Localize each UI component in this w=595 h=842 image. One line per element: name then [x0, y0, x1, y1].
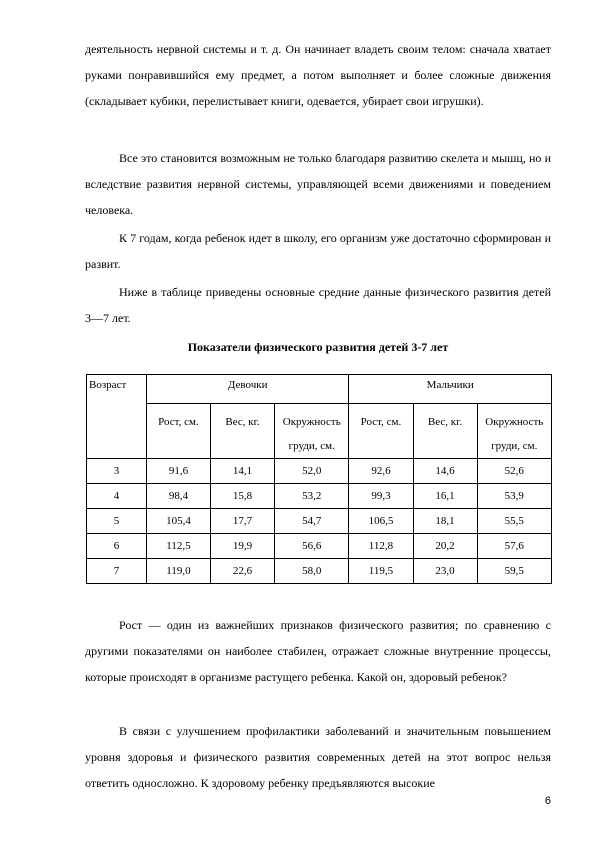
- subheader-boys-weight: Вес, кг.: [413, 404, 477, 459]
- table-cell: 58,0: [275, 559, 349, 584]
- paragraph-1: деятельность нервной системы и т. д. Он начинает владеть своим телом: сначала хватает руками понравившийся ему предмет, а потом выполняет и более сложные движения (складывает кубики, перелистывает книги, одевается, убирает свои игрушки).: [85, 42, 551, 108]
- table-cell: 20,2: [413, 534, 477, 559]
- header-age: Возраст: [87, 375, 147, 459]
- subheader-girls-height: Рост, см.: [146, 404, 210, 459]
- table-cell: 112,8: [349, 534, 413, 559]
- table-row: [87, 484, 552, 509]
- paragraph-6: В связи с улучшением профилактики заболеваний и значительным повышением уровня здоровья и физического развития современных детей на этот вопрос нельзя ответить односложно. К здоровому ребенку предъявляются высокие: [85, 724, 551, 790]
- paragraph-5: Рост — один из важнейших признаков физического развития; по сравнению с другими показателями он наиболее стабилен, отражает сложные внутренние процессы, которые происходят в организме растущего ребенка. Какой он, здоровый ребенок?: [85, 618, 551, 684]
- table-cell: 4: [87, 484, 147, 509]
- subheader-girls-weight: Вес, кг.: [210, 404, 274, 459]
- table-header-row: [87, 375, 552, 404]
- paragraph-3: К 7 годам, когда ребенок идет в школу, его организм уже достаточно сформирован и развит.: [85, 231, 551, 271]
- table-cell: 18,1: [413, 509, 477, 534]
- table-cell: 22,6: [210, 559, 274, 584]
- table-subheader-row: [87, 404, 552, 459]
- table-cell: 7: [87, 559, 147, 584]
- table-cell: 91,6: [146, 459, 210, 484]
- physical-development-table: [86, 374, 552, 584]
- page-number: 6: [544, 795, 551, 807]
- table-cell: 15,8: [210, 484, 274, 509]
- table-row: [87, 534, 552, 559]
- table-cell: 6: [87, 534, 147, 559]
- table-cell: 17,7: [210, 509, 274, 534]
- table-row: [87, 459, 552, 484]
- table-cell: 106,5: [349, 509, 413, 534]
- table-cell: 14,6: [413, 459, 477, 484]
- table-cell: 119,5: [349, 559, 413, 584]
- table-cell: 5: [87, 509, 147, 534]
- table-cell: 14,1: [210, 459, 274, 484]
- table-cell: 52,6: [477, 459, 551, 484]
- table-cell: 53,2: [275, 484, 349, 509]
- table-cell: 53,9: [477, 484, 551, 509]
- table-row: [87, 559, 552, 584]
- table-cell: 56,6: [275, 534, 349, 559]
- table-cell: 112,5: [146, 534, 210, 559]
- table-row: [87, 509, 552, 534]
- table-cell: 92,6: [349, 459, 413, 484]
- header-girls: Девочки: [146, 375, 349, 404]
- table-title: Показатели физического развития детей 3-7 лет: [187, 340, 449, 354]
- subheader-boys-chest: Окружность груди, см.: [477, 404, 551, 459]
- table-cell: 57,6: [477, 534, 551, 559]
- subheader-girls-chest: Окружность груди, см.: [275, 404, 349, 459]
- table-cell: 98,4: [146, 484, 210, 509]
- header-boys: Мальчики: [349, 375, 552, 404]
- paragraph-2: Все это становится возможным не только благодаря развитию скелета и мышц, но и вследствие развития нервной системы, управляющей всеми движениями и поведением человека.: [85, 151, 551, 217]
- table-cell: 54,7: [275, 509, 349, 534]
- table-cell: 52,0: [275, 459, 349, 484]
- subheader-boys-height: Рост, см.: [349, 404, 413, 459]
- table-cell: 119,0: [146, 559, 210, 584]
- table-cell: 23,0: [413, 559, 477, 584]
- table-cell: 55,5: [477, 509, 551, 534]
- table-cell: 99,3: [349, 484, 413, 509]
- table-cell: 105,4: [146, 509, 210, 534]
- paragraph-4: Ниже в таблице приведены основные средние данные физического развития детей 3—7 лет.: [85, 285, 551, 325]
- table-cell: 3: [87, 459, 147, 484]
- table-cell: 16,1: [413, 484, 477, 509]
- table-cell: 59,5: [477, 559, 551, 584]
- table-cell: 19,9: [210, 534, 274, 559]
